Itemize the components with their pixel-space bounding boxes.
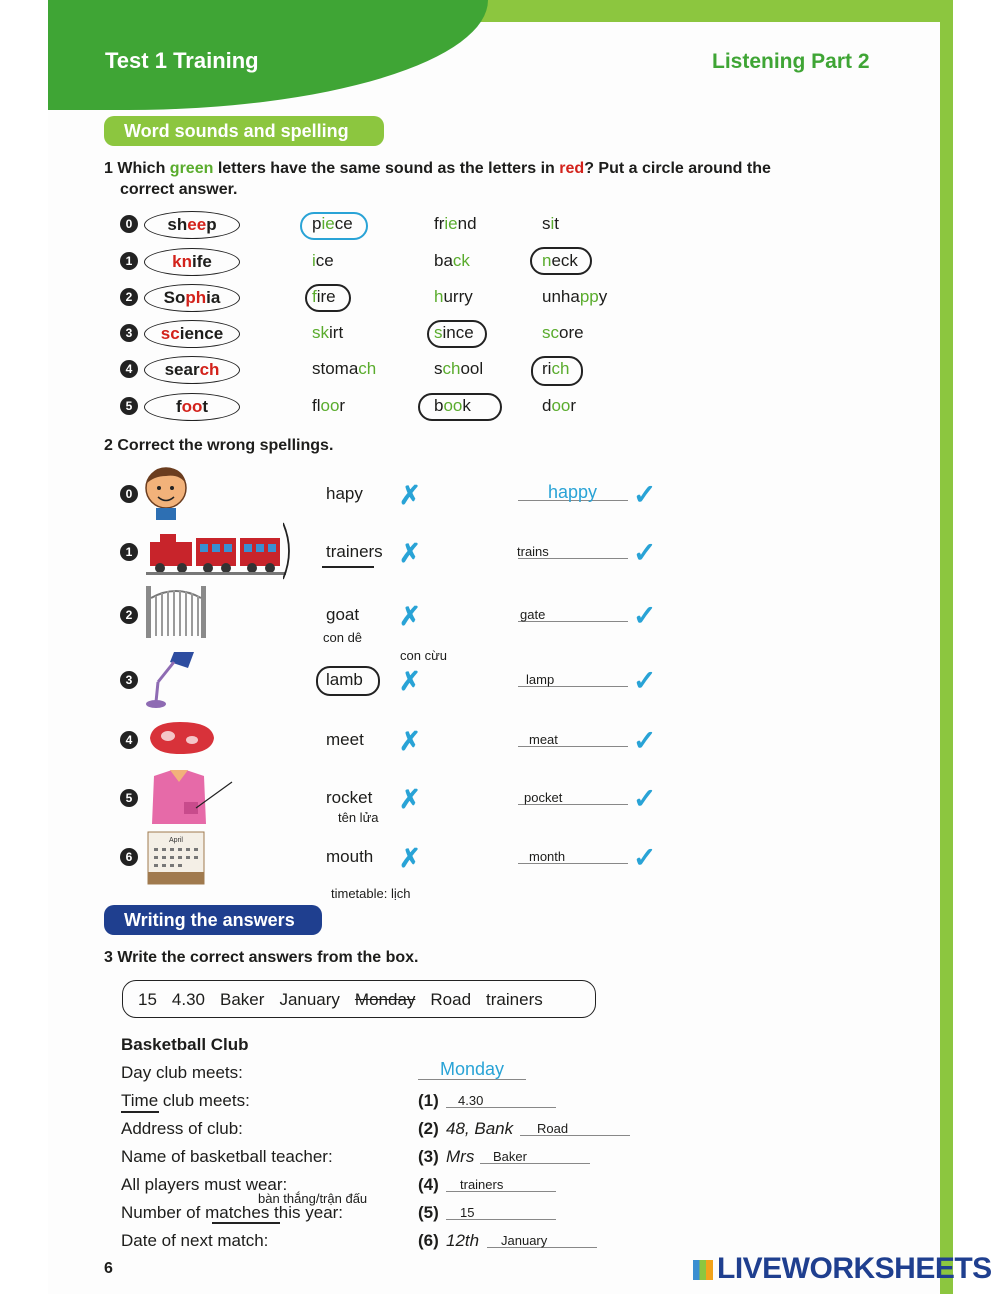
answer-input[interactable]: gate — [520, 607, 546, 622]
word-part: f — [175, 397, 182, 416]
option-word[interactable] — [312, 359, 376, 379]
word-part: ife — [192, 252, 212, 271]
row-number: 5 — [120, 397, 138, 415]
row-number: 4 — [120, 360, 138, 378]
key-word-bubble — [144, 356, 240, 384]
misspelled-word: rocket — [326, 788, 373, 807]
option-word[interactable] — [542, 323, 584, 343]
calendar-picture — [146, 828, 208, 888]
boy-picture — [140, 462, 210, 522]
option-word[interactable] — [312, 396, 345, 416]
row-number: 1 — [120, 252, 138, 270]
highlight-letters: ie — [444, 214, 458, 233]
word-part: ce — [315, 251, 334, 270]
translation-note: con dê — [323, 630, 363, 645]
section-label-writing: Writing the answers — [104, 905, 322, 935]
misspelled-word: meet — [326, 730, 364, 749]
option-word[interactable] — [434, 359, 483, 379]
translation-note: timetable: lịch — [331, 886, 411, 901]
row-number: 0 — [120, 215, 138, 233]
translation-note: tên lửa — [338, 810, 379, 825]
page-title: Test 1 Training — [105, 48, 259, 73]
field-label: Date of next match: — [121, 1231, 269, 1250]
right-edge-bar — [940, 0, 953, 1294]
answer-input[interactable]: trains — [517, 544, 549, 559]
answer-circle — [418, 393, 502, 421]
highlight-letters: ie — [321, 214, 335, 233]
word-part: unha — [542, 287, 580, 306]
word-part: ince — [442, 323, 474, 342]
field-prefix: 12th — [446, 1231, 480, 1250]
row-number: 3 — [120, 671, 138, 689]
meat-picture — [146, 718, 218, 758]
question-3: 3 Write the correct answers from the box. — [104, 949, 419, 966]
highlight-letters: ch — [358, 359, 377, 378]
time-underline — [121, 1111, 159, 1113]
word-part: d — [542, 396, 552, 415]
field-label: Number of matches this year: — [121, 1203, 344, 1222]
lamp-picture — [144, 648, 204, 710]
option-word[interactable] — [542, 214, 559, 234]
liveworksheets-logo: LIVEWORKSHEETS — [693, 1252, 992, 1286]
word-part: s — [542, 214, 551, 233]
answer-input[interactable]: 4.30 — [458, 1093, 484, 1108]
highlight-letters: ch — [442, 359, 461, 378]
row-number: 0 — [120, 485, 138, 503]
train-circle-mark — [283, 521, 295, 581]
example-answer: happy — [548, 482, 598, 502]
field-label: Address of club: — [121, 1119, 243, 1138]
key-word-bubble — [144, 320, 240, 348]
box-word: Baker — [220, 990, 265, 1009]
row-number: 3 — [120, 324, 138, 342]
highlight-letters: i — [550, 214, 555, 233]
highlight-letters: f — [312, 287, 317, 306]
word-part: ore — [559, 323, 584, 342]
field-number: (6) — [418, 1231, 439, 1250]
field-number: (1) — [418, 1091, 439, 1110]
cross-icon: ✗ — [399, 480, 421, 510]
word-part: p — [206, 215, 217, 234]
misspelled-word: mouth — [326, 847, 374, 866]
word-part: ce — [334, 214, 353, 233]
word-part: irt — [329, 323, 344, 342]
highlight-letters: ck — [452, 251, 470, 270]
cross-icon: ✗ — [399, 666, 421, 696]
word-part: t — [202, 397, 209, 416]
answer-input[interactable]: meat — [529, 732, 558, 747]
shirt-picture — [144, 768, 236, 826]
logo-mark-icon — [693, 1260, 713, 1280]
word-part: nd — [457, 214, 477, 233]
highlight-letters: h — [434, 287, 444, 306]
row-number: 1 — [120, 543, 138, 561]
row-number: 4 — [120, 731, 138, 749]
highlight-letters: ph — [185, 288, 207, 307]
misspelled-word: trainers — [326, 542, 383, 561]
box-word: Road — [430, 990, 472, 1009]
word-part: ba — [434, 251, 453, 270]
word-part: s — [434, 359, 443, 378]
cross-icon: ✗ — [399, 726, 421, 756]
highlight-letters: oo — [551, 396, 571, 415]
word-part: fl — [312, 396, 321, 415]
word-part: urry — [443, 287, 473, 306]
matches-underline — [212, 1222, 280, 1224]
highlight-letters: pp — [579, 287, 599, 306]
row-number: 5 — [120, 789, 138, 807]
word-part: r — [570, 396, 577, 415]
option-word[interactable] — [434, 251, 470, 271]
word-part: sear — [164, 360, 200, 379]
misspelled-word: lamb — [326, 670, 363, 689]
cross-icon: ✗ — [399, 601, 421, 631]
option-word[interactable] — [312, 251, 334, 271]
misspelled-word: hapy — [326, 484, 363, 503]
word-part: fr — [434, 214, 445, 233]
highlight-letters: oo — [443, 396, 463, 415]
answer-input[interactable]: pocket — [524, 790, 563, 805]
tick-icon: ✓ — [633, 842, 657, 873]
word-part: ia — [206, 288, 221, 307]
word-part: sh — [167, 215, 188, 234]
tick-icon: ✓ — [633, 479, 657, 510]
word-part: t — [554, 214, 560, 233]
box-word: 15 — [138, 990, 157, 1009]
answer-circle — [427, 320, 487, 348]
word-part: ience — [179, 324, 224, 343]
highlight-letters: ee — [187, 215, 207, 234]
field-prefix: 48, Bank — [446, 1119, 514, 1138]
answer-input[interactable]: January — [501, 1233, 548, 1248]
box-word: Monday — [354, 990, 416, 1009]
answer-input[interactable]: month — [529, 849, 566, 864]
highlight-letters: i — [312, 251, 316, 270]
word-part: ire — [316, 287, 336, 306]
field-label: Time club meets: — [121, 1091, 250, 1110]
lamb-circle — [316, 666, 380, 696]
example-answer: Monday — [440, 1059, 505, 1079]
option-word[interactable] — [434, 214, 477, 234]
answer-input[interactable]: trainers — [460, 1177, 504, 1192]
highlight-letters: ch — [199, 360, 220, 379]
key-word-bubble — [144, 211, 240, 239]
tick-icon: ✓ — [633, 537, 657, 568]
word-part: p — [312, 214, 322, 233]
word-part: ri — [542, 359, 552, 378]
word-part: y — [598, 287, 608, 306]
box-word: trainers — [486, 990, 543, 1009]
highlight-letters: kn — [172, 252, 192, 271]
option-word[interactable] — [312, 323, 343, 343]
option-word[interactable] — [434, 287, 473, 307]
svg-text:April: April — [168, 837, 184, 844]
highlight-letters: sc — [160, 324, 180, 343]
question-1: 1 Which green letters have the same sound as the letters in red? Put a circle around the — [104, 160, 771, 177]
answer-circle — [531, 356, 583, 386]
highlight-letters: oo — [181, 397, 203, 416]
word-part: k — [462, 396, 471, 415]
cross-icon: ✗ — [399, 843, 421, 873]
word-part: eck — [551, 251, 578, 270]
option-word[interactable] — [542, 396, 576, 416]
box-word: 4.30 — [171, 990, 206, 1009]
train-picture — [146, 528, 291, 578]
answer-input[interactable]: 15 — [460, 1205, 475, 1220]
trainers-underline — [322, 566, 374, 568]
row-number: 6 — [120, 848, 138, 866]
answer-circle — [305, 284, 351, 312]
word-box-items — [138, 990, 558, 1010]
highlight-letters: oo — [320, 396, 340, 415]
key-word-bubble — [144, 284, 240, 312]
field-prefix: Mrs — [446, 1147, 475, 1166]
question-2: 2 Correct the wrong spellings. — [104, 437, 334, 454]
word-part: ool — [460, 359, 484, 378]
highlight-letters: sk — [312, 323, 329, 342]
field-number: (2) — [418, 1119, 439, 1138]
tick-icon: ✓ — [633, 600, 657, 631]
matches-translation-note: bàn thắng/trận đấu — [258, 1191, 368, 1206]
cross-icon: ✗ — [399, 784, 421, 814]
answer-input[interactable]: lamp — [526, 672, 555, 687]
highlight-letters: ch — [551, 359, 570, 378]
word-part: So — [163, 288, 186, 307]
answer-input[interactable]: Baker — [493, 1149, 527, 1164]
key-word-bubble — [144, 248, 240, 276]
highlight-letters: n — [542, 251, 552, 270]
word-part: r — [339, 396, 346, 415]
row-number: 2 — [120, 288, 138, 306]
box-word: January — [279, 990, 340, 1009]
highlight-letters: s — [434, 323, 443, 342]
key-word-bubble — [144, 393, 240, 421]
word-part: b — [434, 396, 444, 415]
word-part: stoma — [312, 359, 359, 378]
field-label: Name of basketball teacher: — [121, 1147, 333, 1166]
field-number: (5) — [418, 1203, 439, 1222]
translation-note: con cừu — [400, 648, 448, 663]
page-number: 6 — [104, 1260, 113, 1277]
row-number: 2 — [120, 606, 138, 624]
gate-picture — [144, 582, 208, 640]
section-title: Listening Part 2 — [712, 50, 870, 73]
highlight-letters: sc — [542, 323, 559, 342]
cross-icon: ✗ — [399, 538, 421, 568]
field-number: (3) — [418, 1147, 439, 1166]
section-label-word-sounds: Word sounds and spelling — [104, 116, 384, 146]
answer-input[interactable]: Road — [537, 1121, 569, 1136]
field-label: Day club meets: — [121, 1063, 243, 1082]
header-band — [440, 0, 953, 22]
question-1-line2: correct answer. — [120, 181, 238, 198]
tick-icon: ✓ — [633, 665, 657, 696]
tick-icon: ✓ — [633, 725, 657, 756]
answer-circle — [300, 212, 368, 240]
field-label: All players must wear: — [121, 1175, 288, 1194]
field-number: (4) — [418, 1175, 439, 1194]
tick-icon: ✓ — [633, 783, 657, 814]
form-title: Basketball Club — [121, 1035, 249, 1054]
answer-circle — [530, 247, 592, 275]
misspelled-word: goat — [326, 605, 360, 624]
option-word[interactable] — [542, 287, 607, 307]
